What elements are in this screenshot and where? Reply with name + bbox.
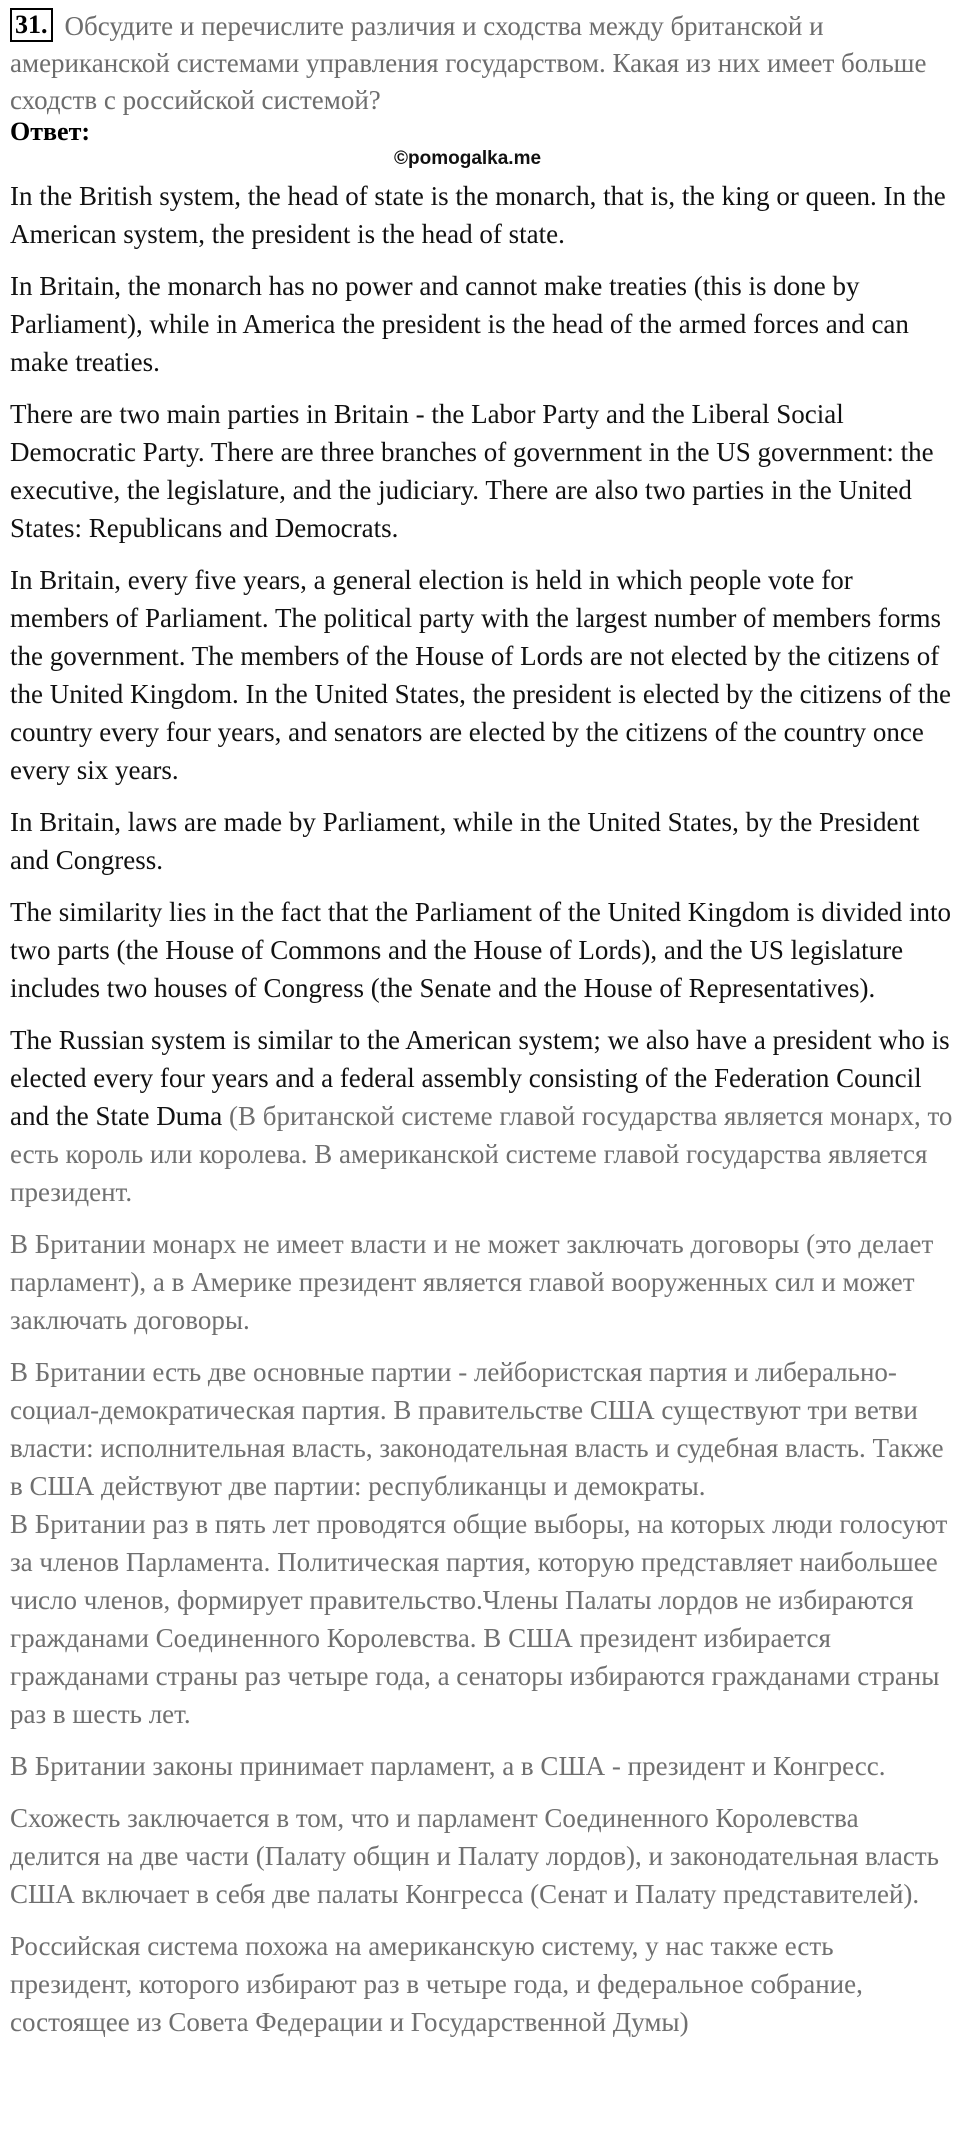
english-paragraph: The similarity lies in the fact that the Parliament of the United Kingdom is divided into two parts (the House of Commons and the House of Lords), and the US legislature includes two houses of Congress (the Senate and the House of Representatives). [10,897,952,1003]
question-number: 31. [10,8,53,42]
watermark: ©pomogalka.me [394,148,542,169]
document-page [10,8,954,2055]
english-paragraph: In the British system, the head of state is the monarch, that is, the king or queen. In the American system, the president is the head of state. [10,181,946,249]
english-paragraph: In Britain, the monarch has no power and cannot make treaties (this is done by Parliament), while in America the president is the head of the armed forces and can make treaties. [10,271,909,377]
question-text: Обсудите и перечислите различия и сходства между британской и американской системами управления государством. Какая из них имеет больше сходств с российской системой? [10,11,927,115]
question [10,8,954,119]
russian-paragraph: В Британии раз в пять лет проводятся общие выборы, на которых люди голосуют за членов Парламента. Политическая партия, которую представляет наибольшее число членов, формирует правительство.Члены Палаты лордов не избираются гражданами Соединенного Королевства. В США президент избирается гражданами страны раз четыре года, а сенаторы избираются гражданами страны раз в шесть лет. [10,1509,948,1729]
russian-inline-text: (В британской системе главой государства является монарх, то есть король или королева. В американской системе главой государства является президент. [10,1101,953,1207]
russian-paragraph: В Британии законы принимает парламент, а в США - президент и Конгресс. [10,1751,886,1781]
russian-paragraph: В Британии есть две основные партии - лейбористская партия и либерально-социал-демократическая партия. В правительстве США существуют три ветви власти: исполнительная власть, законодательная власть и судебная власть. Также в США действуют две партии: республиканцы и демократы. [10,1357,944,1501]
english-paragraph: In Britain, every five years, a general election is held in which people vote for members of Parliament. The political party with the largest number of members forms the government. The members of the House of Lords are not elected by the citizens of the United Kingdom. In the United States, the president is elected by the citizens of the country every four years, and senators are elected by the citizens of the country once every six years. [10,565,952,785]
russian-paragraph: Схожесть заключается в том, что и парламент Соединенного Королевства делится на две части (Палату общин и Палату лордов), и законодательная власть США включает в себя две палаты Конгресса (Сенат и Палату представителей). [10,1803,939,1909]
russian-paragraph: Российская система похожа на американскую систему, у нас также есть президент, которого избирают раз в четыре года, и федеральное собрание, состоящее из Совета Федерации и Государственной Думы) [10,1931,863,2037]
answer-label: Ответ: [10,117,91,146]
russian-paragraph: В Британии монарх не имеет власти и не может заключать договоры (это делает парламент), а в Америке президент является главой вооруженных сил и может заключать договоры. [10,1229,934,1335]
english-paragraph-with-translation [10,1021,954,1211]
english-paragraph: There are two main parties in Britain - the Labor Party and the Liberal Social Democratic Party. There are three branches of government in the US government: the executive, the legislature, and the judiciary. There are also two parties in the United States: Republicans and Democrats. [10,399,934,543]
english-paragraph-text: The Russian system is similar to the American system; we also have a president who is elected every four years and a federal assembly consisting of the Federation Council and the State Duma [10,1025,950,1131]
english-paragraph: In Britain, laws are made by Parliament, while in the United States, by the President and Congress. [10,807,920,875]
